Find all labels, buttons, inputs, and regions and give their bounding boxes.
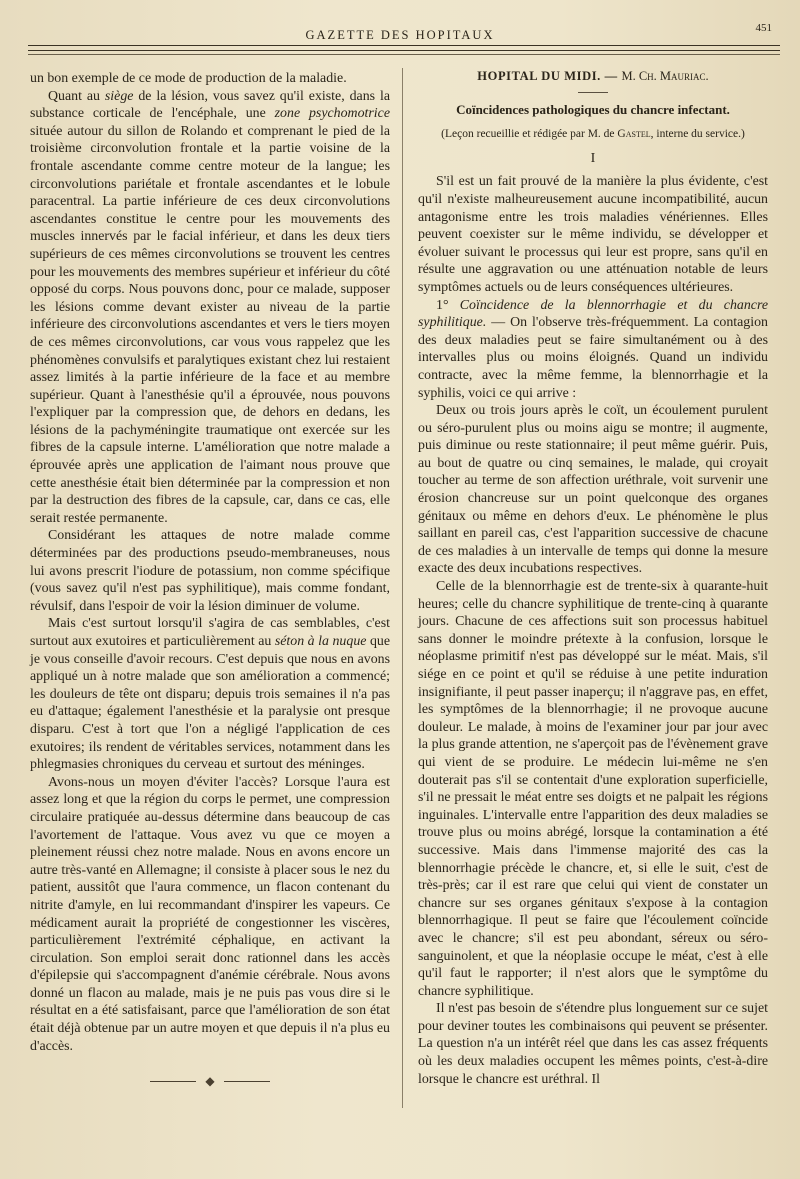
paragraph: Deux ou trois jours après le coït, un écoulement purulent ou séro-purulent plus ou moins aigu se montre; il augmente, puis diminue ou reste stationnaire; il peut même guérir. Puis, au bout de quatre ou cinq semaines, le malade, qui croyait toucher au terme de son affection uréthrale, voit survenir une érosion chancreuse sur un point quelconque des organes génitaux ou même en dehors d'eux. Le phénomène le plus saillant en pareil cas, c'est l'apparition successive de chacune de ces maladies à un intervalle de temps qui donne la mesure exacte des deux incubations respectives. (418, 403, 768, 577)
section-author: M. Ch. Mauriac. (621, 69, 709, 83)
header-double-rule (28, 45, 780, 51)
paragraph: Quant au siège de la lésion, vous savez qu'il existe, dans la substance corticale de l'encéphale, une zone psychomotrice située autour du sillon de Rolando et comprenant le pied de la troisième circonvolution frontale et la partie voisine de la frontale ascendante comme centre moteur de la langue; les circonvolutions pariétale et frontale ascendantes et le lobule paracentral. La partie inférieure de ces deux circonvolutions ascendantes constitue le centre pour les mouvements des muscles innervés par le facial inférieur, et dans les deux tiers supérieurs de ces mêmes circonvolutions se trouvent les centres pour les mouvements des membres supérieur et inférieur du côté opposé du corps. Nous pouvons donc, pour ce malade, supposer les lésions comme devant exister au niveau de la partie inférieure des circonvolutions ascendantes et vers le tiers moyen de ces mêmes circonvolutions, car vous vous rappelez que les phénomènes convulsifs et paralytiques existant chez lui restaient assez limités à la partie inférieure de la face et au membre supérieur. Quant à l'anesthésie qu'il a éprouvée, nous pouvons l'expliquer par la compression que, de dehors en dedans, les lésions de la pachyméningite traumatique ont exercée sur les fibres de la capsule interne. L'amélioration que notre malade a éprouvée après une application de l'aimant nous prouve que cette anesthésie était bien déterminée par la compression et non par la destruction des fibres de la capsule, car, dans ce cas, elle serait restée permanente. (30, 88, 390, 526)
end-ornament (150, 1073, 270, 1091)
paragraph: Avons-nous un moyen d'éviter l'accès? Lorsque l'aura est assez long et que la région du corps le permet, une compression circulaire pratiquée au-dessus détermine dans beaucoup de cas l'avortement de l'attaque. Vous avez vu que ce moyen a pleinement réussi chez notre malade. Nous en avons encore un autre très-vanté en Allemagne; il consiste à placer sous le nez du patient, aussitôt que l'aura commence, un flacon contenant du nitrite d'amyle, en lui recommandant d'inspirer les vapeurs. Ce médicament aurait la propriété de congestionner les viscères, particulièrement l'extrémité céphalique, en activant la circulation. Son emploi serait donc rationnel dans les accès d'épilepsie qui s'accompagnent d'anémie cérébrale. Nous avons donné un flacon au malade, mais je ne puis pas vous dire si le résultat en a été satisfaisant, parce que l'amélioration de son état était déjà obtenue par un autre moyen et que depuis il n'a plus eu d'accès. (30, 774, 390, 1054)
right-column (418, 64, 768, 1088)
paragraph: Celle de la blennorrhagie est de trente-six à quarante-huit heures; celle du chancre syphilitique de trente-cinq à quarante jours. Chacune de ces affections suit son processus habituel sans donner le moindre prétexte à la confusion, lorsque le néoplasme primitif n'est pas développé sur le méat. Mais, s'il siége en ce point et qu'il se réduise à une petite induration insignifiante, il peut passer inaperçu; il n'aggrave pas, en effet, les symptômes de la blennorrhagie; il ne provoque aucune douleur. Le malade, à moins de l'examiner jour par jour avec la plus grande attention, ne s'aperçoit pas de l'évènement grave qui vient de se produire. Le médecin lui-même ne s'en douterait pas s'il se contentait d'une exploration superficielle, s'il ne pressait le méat entre ses doigts et ne palpait les régions inguinales. L'intervalle entre l'apparition des deux maladies se trouve plus ou moins abrégé, lorsque la contamination a été successive. Mais dans l'immense majorité des cas la blennorrhagie précède le chancre, et, si elle le suit, c'est de très-près; car il est rare que celui qui vient de constater un chancre sur ses organes génitaux s'expose à la contagion blennorrhagique. Il peut se faire que l'écoulement coïncide avec le chancre; s'il est peu abondant, séreux ou séro-sanguinolent, et que la néoplasie occupe le méat, c'est à elle qu'il faut le rapporter; il n'est alors que le symptôme du chancre syphilitique. (418, 579, 768, 999)
running-title: GAZETTE DES HOPITAUX (305, 28, 495, 42)
lecture-note: (Leçon recueillie et rédigée par M. de Gastel, interne du service.) (441, 128, 745, 141)
article-subtitle: Coïncidences pathologiques du chancre infectant. (456, 101, 730, 117)
short-rule (578, 92, 608, 93)
page-number: 451 (755, 22, 772, 34)
column-divider (402, 68, 403, 1108)
paragraph: S'il est un fait prouvé de la manière la plus évidente, c'est qu'il n'existe malheureusement aucune incompatibilité, aucun antagonisme entre les trois maladies vénériennes. Elles peuvent coexister sur le même individu, se développer et évoluer suivant le processus qui leur est propre, sans qu'il en résulte une aggravation ou une atténuation notable de leurs symptômes actuels ou de leurs conséquences ultérieures. (418, 174, 768, 295)
section-title: HOPITAL DU MIDI. — M. Ch. Mauriac. (477, 69, 709, 83)
roman-numeral: I (590, 150, 596, 166)
ornament-glyph: ◆ (205, 1074, 215, 1089)
paragraph: 1° Coïncidence de la blennorrhagie et du chancre syphilitique. — On l'observe très-fréquemment. La contagion des deux maladies peut se faire simultanément ou à des intervalles plus ou moins éloignés. Quand un individu contracte, avec la même femme, la blennorrhagie et la syphilis, voici ce qui arrive : (418, 297, 768, 401)
paragraph: Mais c'est surtout lorsqu'il s'agira de cas semblables, c'est surtout aux exutoires et particulièrement au séton à la nuque que je vous conseille d'avoir recours. C'est depuis que nous en avons appliqué un à notre malade que son amélioration a commencé; les douleurs de tête ont disparu; depuis trois semaines il n'a pas eu d'attaque; également l'anesthésie et la paralysie ont presque disparu. C'est à tort que l'on a négligé l'application de ces exutoires; ils rendent de véritables services, notamment dans les phlegmasies chroniques du cerveau et surtout des méninges. (30, 616, 391, 773)
header-thin-rule (28, 54, 780, 55)
left-column (30, 70, 390, 1091)
paragraph: un bon exemple de ce mode de production de la maladie. (30, 71, 347, 86)
paragraph: Il n'est pas besoin de s'étendre plus longuement sur ce sujet pour deviner toutes les combinaisons qui peuvent se présenter. La question n'a un intérêt réel que dans les cas assez fréquents où les deux maladies occupent les mêmes points, c'est-à-dire lorsque le chancre est uréthral. Il (418, 1001, 768, 1087)
paragraph: Considérant les attaques de notre malade comme déterminées par des productions pseudo-membraneuses, nous lui avons prescrit l'iodure de potassium, non comme spécifique (vous savez qu'il n'est pas syphilitique), mais comme fondant, révulsif, dans l'espoir de voir la lésion diminuer de volume. (30, 528, 390, 614)
